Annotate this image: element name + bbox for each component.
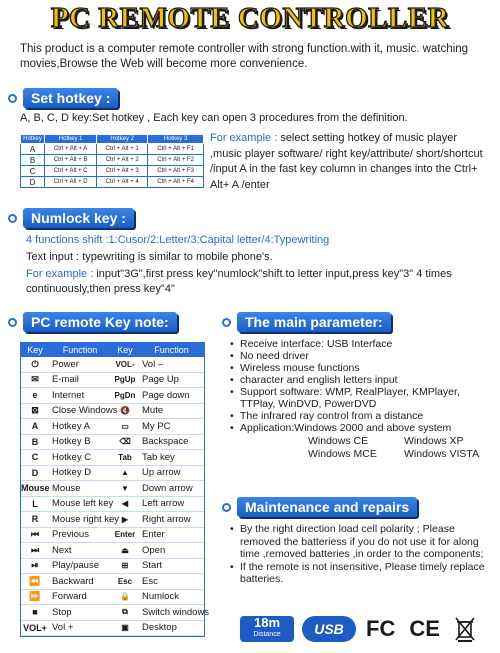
table-row: [21, 155, 204, 166]
table-row: [21, 512, 204, 528]
table-row: [21, 144, 204, 155]
hotkey-cell: Ctrl + Alt + B: [45, 155, 97, 166]
open-icon: ⏏: [121, 545, 129, 555]
function-label: Hotkey D: [52, 467, 92, 479]
numlock-shift: 4 functions shift :1:Cusor/2:Letter/3:Capital letter/4:Typewriting: [26, 234, 330, 246]
parameter-text: Wireless mouse functions: [240, 362, 360, 374]
os-name: Windows XP: [404, 435, 464, 447]
function-label: Backspace: [142, 436, 189, 448]
function-label: Forward: [52, 591, 87, 603]
section-bullet-icon: [8, 94, 17, 103]
previous-icon: ⏮: [30, 529, 40, 540]
table-row: [21, 166, 204, 177]
function-label: E-mail: [52, 374, 79, 386]
function-label: Play/pause: [52, 560, 100, 572]
list-item: • The infrared ray control from a distance: [230, 410, 424, 422]
os-name: Windows MCE: [308, 448, 377, 460]
key-label: Tab: [118, 452, 132, 462]
key-label: PgUp: [114, 375, 136, 385]
distance-badge: [240, 616, 294, 642]
intro-text: This product is a computer remote controller with strong function.with it, music. watching movies,Browse the Web will become more convenience.: [20, 43, 469, 70]
numlock-heading: Numlock key :: [23, 208, 134, 228]
ce-logo-icon: CE: [409, 616, 440, 641]
internet-icon: e: [32, 390, 38, 401]
power-icon: ⏻: [31, 358, 39, 369]
hotkey-col-header: Hotkey 3: [148, 135, 204, 144]
function-label: Switch windows: [142, 606, 210, 618]
mute-icon: 🔇: [120, 406, 130, 416]
play-pause-icon: ⏯: [31, 560, 39, 571]
function-label: Numlock: [142, 591, 179, 603]
maintenance-text: If the remote is not insensitive, Please timely replace batteries.: [240, 560, 485, 585]
function-label: Hotkey C: [52, 451, 92, 463]
table-row: [21, 528, 204, 544]
os-row: [230, 435, 492, 447]
email-icon: ✉: [31, 374, 39, 385]
mypc-icon: ▭: [121, 421, 129, 431]
table-row: [21, 435, 204, 451]
table-row: [21, 466, 204, 482]
hotkey-cell: Ctrl + Alt + A: [45, 144, 97, 155]
backward-icon: ⏪: [29, 575, 41, 586]
hotkey-section-header: [8, 88, 118, 108]
function-label: Mouse: [52, 482, 81, 494]
function-label: Tab key: [142, 451, 175, 463]
hotkey-cell: Ctrl + Alt + 2: [97, 155, 148, 166]
hotkey-example: [210, 131, 490, 193]
down-arrow-icon: ▼: [121, 483, 129, 493]
key-table: [20, 342, 210, 637]
section-bullet-icon: [222, 318, 231, 327]
key-label: C: [31, 452, 39, 463]
distance-label: Distance: [253, 631, 281, 638]
function-label: Mouse left key: [52, 498, 114, 510]
table-row: [21, 388, 204, 404]
main-parameter-section-header: [222, 312, 391, 332]
os-row: [230, 448, 492, 460]
hotkey-cell: B: [21, 155, 45, 166]
right-arrow-icon: ▶: [121, 514, 129, 524]
function-col-header: Function: [62, 345, 98, 355]
table-row: [21, 357, 204, 373]
key-label: VOL+: [23, 622, 47, 633]
page-title: PC REMOTE CONTROLLER: [50, 2, 450, 34]
function-label: Mouse right key: [52, 513, 120, 525]
hotkey-cell: Ctrl + Alt + D: [45, 177, 97, 188]
certification-logos: [240, 615, 476, 643]
stop-icon: ■: [32, 607, 38, 618]
hotkey-description: A, B, C, D key:Set hotkey , Each key can open 3 procedures from the definition.: [20, 112, 408, 124]
forward-icon: ⏩: [29, 591, 41, 602]
maintenance-text: By the right direction load cell polarity ; Please removed the batteriess if you do not use it for along time ,removed batteries ,in order to the components;: [240, 523, 484, 560]
left-arrow-icon: ◀: [121, 499, 129, 509]
list-item: • Receive interface: USB Interface: [230, 338, 393, 350]
parameter-text: Support software: WMP, RealPlayer, KMPlayer, TTPlay, WinDVD, PowerDVD: [240, 386, 460, 410]
numlock-section-header: [8, 208, 134, 228]
next-icon: ⏭: [30, 544, 40, 555]
maintenance-heading: Maintenance and repairs: [237, 497, 417, 517]
hotkey-table: [20, 134, 204, 188]
table-row: [21, 574, 204, 590]
function-label: Esc: [142, 575, 158, 587]
hotkey-cell: Ctrl + Alt + F1: [148, 144, 204, 155]
main-parameter-heading: The main parameter:: [237, 312, 391, 332]
os-name: Windows VISTA: [404, 448, 480, 460]
function-label: Desktop: [142, 622, 177, 634]
function-label: Mute: [142, 405, 164, 417]
function-label: Power: [52, 358, 79, 370]
numlock-text-input: Text input : typewriting is similar to mobile phone's.: [26, 251, 273, 263]
key-label: Enter: [114, 530, 136, 540]
desktop-icon: ▣: [121, 623, 129, 633]
close-windows-icon: ⊠: [31, 405, 39, 416]
up-arrow-icon: ▲: [121, 468, 129, 478]
hotkey-cell: Ctrl + Alt + 1: [97, 144, 148, 155]
list-item: • No need driver: [230, 350, 309, 362]
parameter-text: Receive interface: USB Interface: [240, 338, 393, 350]
hotkey-cell: Ctrl + Alt + 4: [97, 177, 148, 188]
function-label: Start: [142, 560, 163, 572]
keynote-heading: PC remote Key note:: [23, 312, 177, 332]
function-label: Internet: [52, 389, 85, 401]
function-label: Page Up: [142, 374, 179, 386]
hotkey-cell: Ctrl + Alt + 3: [97, 166, 148, 177]
list-item: • Wireless mouse functions: [230, 362, 360, 374]
table-row: [21, 481, 204, 497]
hotkey-cell: Ctrl + Alt + F4: [148, 177, 204, 188]
example-text: select setting hotkey of music player ,music player software/ right key/attribute/ short/shortcut /input A in the fast key column in changes into the Ctrl+ Alt+ A /enter: [210, 132, 483, 191]
parameter-text: No need driver: [240, 350, 309, 362]
parameter-text: Application:Windows 2000 and above system: [240, 422, 452, 434]
example-label: For example :: [210, 132, 278, 144]
hotkey-cell: A: [21, 144, 45, 155]
function-label: Hotkey B: [52, 436, 91, 448]
key-label: L: [32, 498, 38, 509]
section-bullet-icon: [222, 503, 231, 512]
table-row: [21, 419, 204, 435]
table-row: [21, 177, 204, 188]
hotkey-cell: C: [21, 166, 45, 177]
key-col-header: Key: [117, 345, 133, 355]
list-item: • By the right direction load cell polarity ; Please removed the batteriess if you do not use it for along time ,removed batteries ,in order to the components;: [230, 523, 492, 561]
list-item: • Support software: WMP, RealPlayer, KMPlayer, TTPlay, WinDVD, PowerDVD: [230, 386, 492, 410]
hotkey-col-header: Hotkey: [21, 135, 45, 144]
function-label: Stop: [52, 606, 72, 618]
function-label: My PC: [142, 420, 171, 432]
parameter-text: character and english letters input: [240, 374, 398, 386]
hotkey-cell: Ctrl + Alt + F2: [148, 155, 204, 166]
key-label: Esc: [117, 576, 133, 586]
key-label: D: [31, 467, 39, 478]
key-label: VOL-: [115, 359, 135, 369]
key-col-header: Key: [27, 345, 43, 355]
table-row: [21, 621, 204, 637]
function-label: Previous: [52, 529, 89, 541]
hotkey-col-header: Hotkey 1: [45, 135, 97, 144]
key-label: B: [31, 436, 39, 447]
function-label: Up arrow: [142, 467, 181, 479]
function-label: Backward: [52, 575, 94, 587]
main-parameter-list: [230, 338, 492, 460]
example-text: input"3G",first press key"numlock"shift to letter input,press key"3" 4 times continuously,then press key"4": [26, 268, 452, 295]
table-row: [21, 497, 204, 513]
numlock-icon: 🔒: [120, 592, 130, 602]
table-row: [21, 450, 204, 466]
function-label: Enter: [142, 529, 165, 541]
usb-logo-icon: USB: [302, 616, 356, 642]
function-label: Vol –: [142, 358, 164, 370]
section-bullet-icon: [8, 214, 17, 223]
table-row: [21, 590, 204, 606]
function-label: Hotkey A: [52, 420, 91, 432]
backspace-icon: ⌫: [119, 437, 131, 447]
table-row: [21, 373, 204, 389]
hotkey-col-header: Hotkey 2: [97, 135, 148, 144]
table-row: [21, 404, 204, 420]
maintenance-list: [230, 523, 492, 586]
fc-logo-icon: FC: [366, 616, 396, 641]
maintenance-section-header: [222, 497, 417, 517]
list-item: • If the remote is not insensitive, Please timely replace batteries.: [230, 561, 492, 586]
key-label: A: [31, 421, 39, 432]
hotkey-heading: Set hotkey :: [23, 88, 118, 108]
function-label: Page down: [142, 389, 190, 401]
hotkey-cell: D: [21, 177, 45, 188]
switch-windows-icon: ⧉: [122, 607, 128, 617]
function-label: Close Windows: [52, 405, 118, 417]
key-label: R: [31, 514, 39, 525]
hotkey-cell: Ctrl + Alt + F3: [148, 166, 204, 177]
os-name: Windows CE: [308, 435, 369, 447]
hotkey-table-header: [21, 135, 204, 144]
function-label: Left arrow: [142, 498, 185, 510]
table-row: [21, 605, 210, 621]
section-bullet-icon: [8, 318, 17, 327]
distance-value: 18m: [253, 615, 281, 630]
weee-bin-icon: [454, 615, 476, 643]
table-row: [21, 559, 204, 575]
key-label: Mouse: [21, 483, 50, 494]
key-table-header: [21, 343, 204, 357]
list-item: • Application:Windows 2000 and above system: [230, 422, 452, 434]
function-col-header: Function: [154, 345, 189, 355]
numlock-example: [26, 267, 486, 297]
key-label: PgDn: [114, 390, 136, 400]
example-label: For example :: [26, 268, 94, 280]
start-icon: ⊞: [121, 561, 129, 571]
hotkey-cell: Ctrl + Alt + C: [45, 166, 97, 177]
function-label: Next: [52, 544, 72, 556]
function-label: Open: [142, 544, 166, 556]
function-label: Down arrow: [142, 482, 193, 494]
table-row: [21, 543, 204, 559]
function-label: Right arrow: [142, 513, 191, 525]
list-item: • character and english letters input: [230, 374, 398, 386]
keynote-section-header: [8, 312, 177, 332]
parameter-text: The infrared ray control from a distance: [240, 410, 424, 422]
function-label: Vol +: [52, 622, 74, 634]
